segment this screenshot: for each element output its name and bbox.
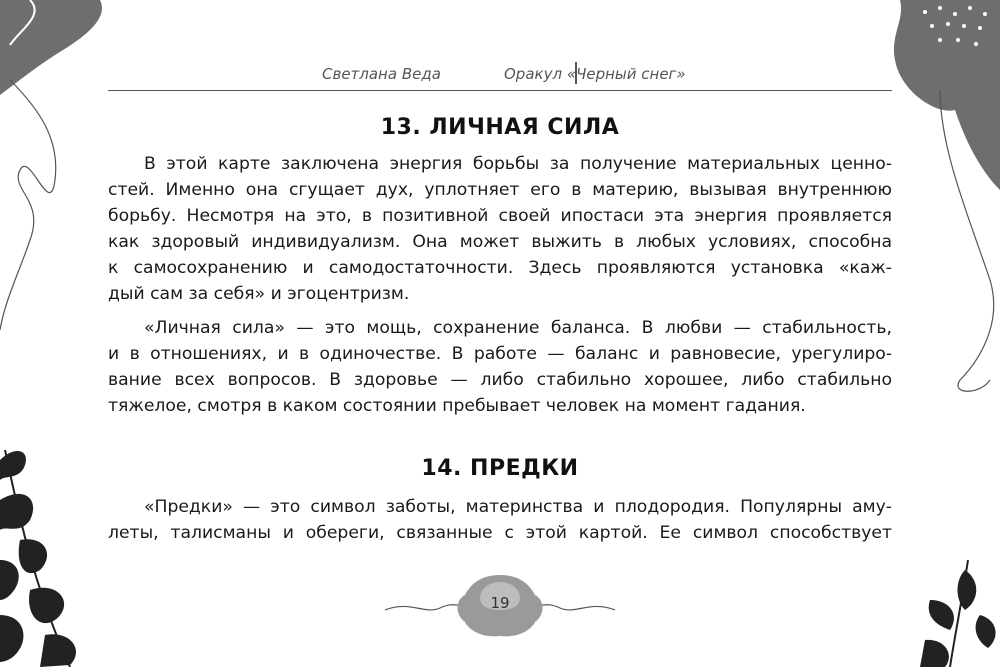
header-book-title: Оракул «Черный снег»	[504, 65, 686, 83]
text-line: и в отношениях, и в одиночестве. В работе — баланс и равновесие, урегулиро-	[108, 344, 892, 364]
text-line: как здоровый индивидуализм. Она может выжить в любых условиях, способна	[108, 232, 892, 252]
bottom-left-leaves-decoration	[0, 440, 110, 667]
header-author: Светлана Веда	[322, 65, 441, 83]
text-line: леты, талисманы и обереги, связанные с этой картой. Ее символ способствует	[108, 523, 892, 543]
text-line: «Личная сила» — это мощь, сохранение баланса. В любви — стабильность,	[144, 318, 892, 338]
section-heading: 14. ПРЕДКИ	[421, 456, 579, 481]
section-heading: 13. ЛИЧНАЯ СИЛА	[380, 115, 620, 140]
text-line: к самосохранению и самодостаточности. Здесь проявляются установка «каж-	[108, 258, 892, 278]
text-line: «Предки» — это символ заботы, материнства и плодородия. Популярны аму-	[144, 497, 892, 517]
text-line: борьбу. Несмотря на это, в позитивной своей ипостаси эта энергия проявляется	[108, 206, 892, 226]
bottom-right-leaves-decoration	[910, 560, 1000, 667]
text-line: В этой карте заключена энергия борьбы за получение материальных ценно-	[144, 154, 892, 174]
text-line: тяжелое, смотря в каком состоянии пребывает человек на момент гадания.	[108, 396, 806, 416]
text-line: стей. Именно она сгущает дух, уплотняет его в материю, вызывая внутреннюю	[108, 180, 892, 200]
page-number: 19	[490, 594, 510, 612]
running-header	[108, 62, 892, 91]
text-line: дый сам за себя» и эгоцентризм.	[108, 284, 410, 304]
top-left-flower-decoration	[0, 0, 120, 330]
text-line: вание всех вопросов. В здоровье — либо стабильно хорошее, либо стабильно	[108, 370, 892, 390]
top-right-flower-decoration	[880, 0, 1000, 420]
